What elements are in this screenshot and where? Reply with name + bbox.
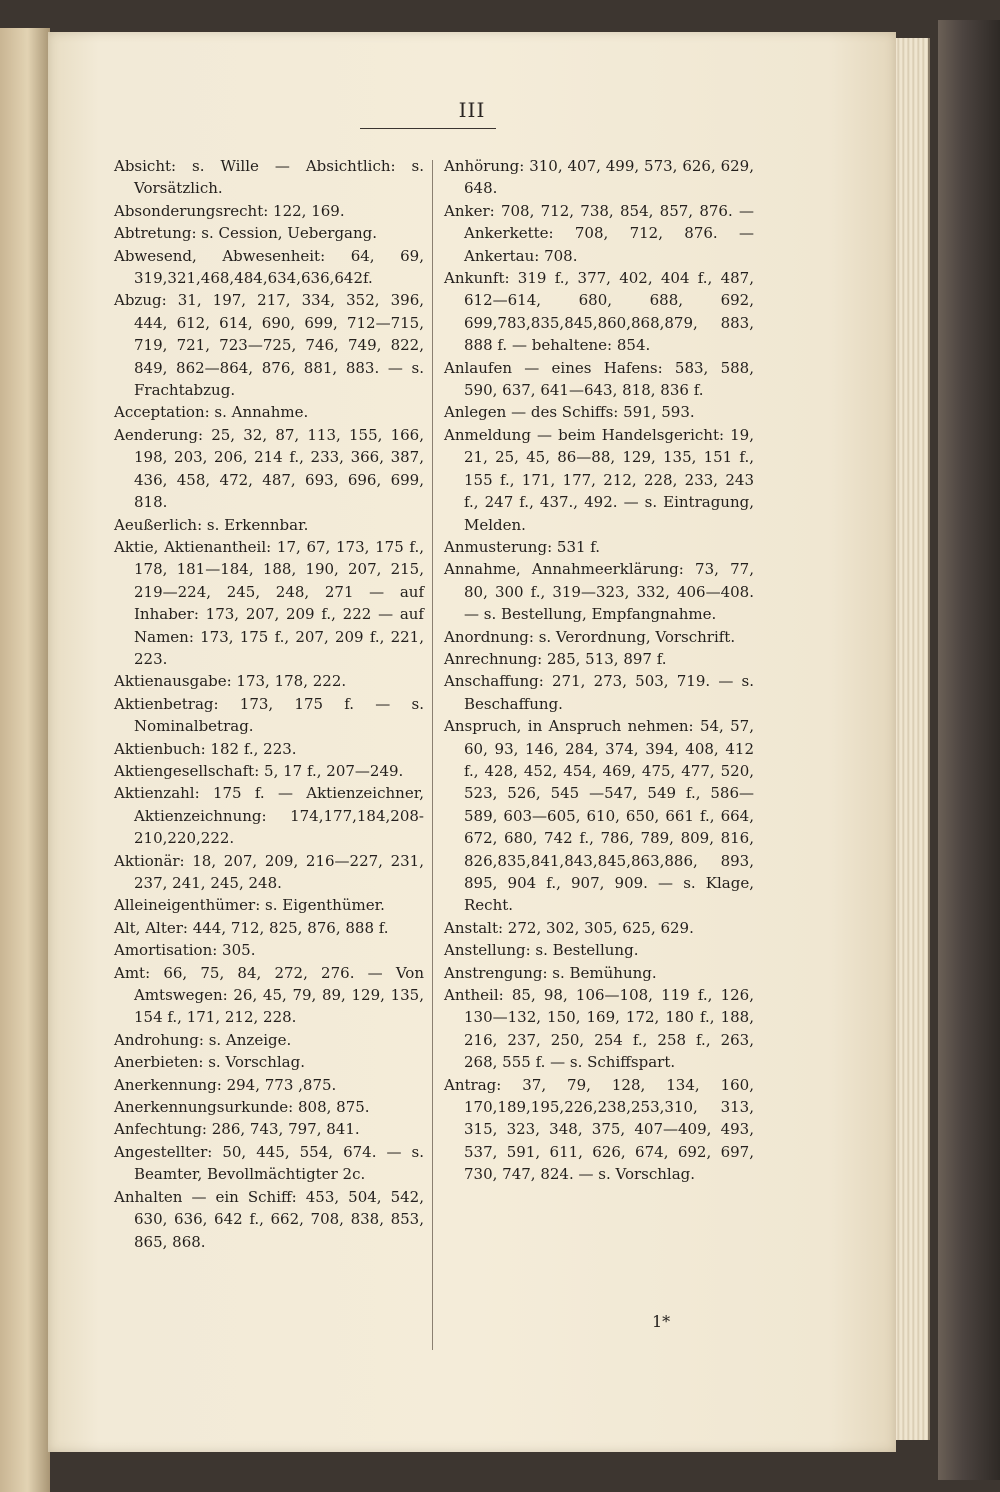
index-entry: Anrechnung: 285, 513, 897 f. [444, 649, 667, 668]
index-entry: Anerbieten: s. Vorschlag. [114, 1053, 305, 1072]
index-entry: Absicht: s. Wille — Absichtlich: s. Vorsätzlich. [114, 157, 424, 198]
index-entry: Abtretung: s. Cession, Uebergang. [114, 224, 378, 243]
index-entry: Anerkennung: 294, 773 ,875. [114, 1075, 337, 1094]
index-column-left [114, 155, 424, 1253]
index-entry: Anschaffung: 271, 273, 503, 719. — s. Beschaffung. [444, 672, 754, 713]
index-entry: Anspruch, in Anspruch nehmen: 54, 57, 60, 93, 146, 284, 374, 394, 408, 412 f., 428, 452, 454, 469, 475, 477, 520, 523, 526, 545 —547, 549 f., 586—589, 603—605, 610, 650, 661 f., 664, 672, 680, 742 f., 786, 789, 809, 816, 826,835,841,843,845,863,886, 893, 895, 904 f., 907, 909. — s. Klage, Recht. [444, 717, 754, 915]
index-entry: Abzug: 31, 197, 217, 334, 352, 396, 444, 612, 614, 690, 699, 712—715, 719, 721, 723—725, 746, 749, 822, 849, 862—864, 876, 881, 883. — s. Frachtabzug. [114, 291, 424, 400]
index-entry: Anstalt: 272, 302, 305, 625, 629. [444, 918, 694, 937]
index-entry: Aktienbetrag: 173, 175 f. — s. Nominalbetrag. [114, 694, 424, 736]
index-entry: Anerkennungsurkunde: 808, 875. [114, 1098, 370, 1117]
index-entry: Amt: 66, 75, 84, 272, 276. — Von Amtswegen: 26, 45, 79, 89, 129, 135, 154 f., 171, 212, 228. [114, 963, 424, 1027]
index-entry: Annahme, Annahmeerklärung: 73, 77, 80, 300 f., 319—323, 332, 406—408. — s. Bestellung, Empfangnahme. [444, 560, 754, 624]
index-entry: Anlegen — des Schiffs: 591, 593. [444, 403, 695, 422]
index-entry: Anker: 708, 712, 738, 854, 857, 876. — Ankerkette: 708, 712, 876. — Ankertau: 708. [444, 201, 754, 265]
index-entry: Aktiengesellschaft: 5, 17 f., 207—249. [114, 761, 404, 780]
index-entry: Ankunft: 319 f., 377, 402, 404 f., 487, 612—614, 680, 688, 692, 699,783,835,845,860,868,879, 883, 888 f. — behaltene: 854. [444, 269, 754, 355]
index-entry: Anhalten — ein Schiff: 453, 504, 542, 630, 636, 642 f., 662, 708, 838, 853, 865, 868. [114, 1187, 424, 1251]
index-entry: Aktienbuch: 182 f., 223. [114, 739, 297, 758]
index-entry: Anstellung: s. Bestellung. [444, 941, 639, 960]
book-page [48, 32, 896, 1452]
index-entry: Anmusterung: 531 f. [444, 537, 601, 556]
index-entry: Anordnung: s. Verordnung, Vorschrift. [444, 627, 736, 646]
index-entry: Anfechtung: 286, 743, 797, 841. [114, 1120, 360, 1139]
book-cover-edge [938, 20, 1000, 1480]
index-entry: Anstrengung: s. Bemühung. [444, 963, 657, 982]
header-rule [360, 128, 496, 129]
index-entry: Androhung: s. Anzeige. [114, 1030, 292, 1049]
index-entry: Anlaufen — eines Hafens: 583, 588, 590, 637, 641—643, 818, 836 f. [444, 358, 754, 400]
index-entry: Acceptation: s. Annahme. [114, 403, 309, 422]
index-entry: Aktienausgabe: 173, 178, 222. [114, 672, 347, 691]
index-entry: Angestellter: 50, 445, 554, 674. — s. Beamter, Bevollmächtigter 2c. [114, 1142, 424, 1184]
index-entry: Aenderung: 25, 32, 87, 113, 155, 166, 198, 203, 206, 214 f., 233, 366, 387, 436, 458, 472, 487, 693, 696, 699, 818. [114, 425, 424, 512]
index-entry: Aktienzahl: 175 f. — Aktienzeichner, Aktienzeichnung: 174,177,184,208-210,220,222. [114, 784, 424, 848]
index-entry: Anhörung: 310, 407, 499, 573, 626, 629, 648. [444, 157, 754, 198]
index-entry: Abwesend, Abwesenheit: 64, 69, 319,321,468,484,634,636,642f. [114, 246, 424, 288]
index-entry: Antrag: 37, 79, 128, 134, 160, 170,189,195,226,238,253,310, 313, 315, 323, 348, 375, 407—409, 493, 537, 591, 611, 626, 674, 692, 697, 730, 747, 824. — s. Vorschlag. [444, 1075, 754, 1184]
index-entry: Alleineigenthümer: s. Eigenthümer. [114, 896, 385, 915]
page-number: III [458, 98, 486, 122]
index-entry: Amortisation: 305. [114, 941, 256, 960]
catchword: 1* [652, 1312, 671, 1331]
left-page-edge [0, 28, 50, 1492]
index-column-right [444, 155, 754, 1186]
column-divider [432, 160, 433, 1350]
index-entry: Antheil: 85, 98, 106—108, 119 f., 126, 130—132, 150, 169, 172, 180 f., 188, 216, 237, 250, 254 f., 258 f., 263, 268, 555 f. — s. Schiffspart. [444, 986, 754, 1072]
index-entry: Anmeldung — beim Handelsgericht: 19, 21, 25, 45, 86—88, 129, 135, 151 f., 155 f., 171, 177, 212, 228, 233, 243 f., 247 f., 437., 492. — s. Eintragung, Melden. [444, 425, 754, 534]
index-entry: Absonderungsrecht: 122, 169. [114, 201, 345, 220]
index-entry: Aktie, Aktienantheil: 17, 67, 173, 175 f., 178, 181—184, 188, 190, 207, 215, 219—224, 245, 248, 271 — auf Inhaber: 173, 207, 209 f., 222 — auf Namen: 173, 175 f., 207, 209 f., 221, 223. [114, 537, 424, 668]
index-entry: Aeußerlich: s. Erkennbar. [114, 515, 309, 534]
index-entry: Alt, Alter: 444, 712, 825, 876, 888 f. [114, 918, 389, 937]
index-entry: Aktionär: 18, 207, 209, 216—227, 231, 237, 241, 245, 248. [114, 851, 424, 892]
